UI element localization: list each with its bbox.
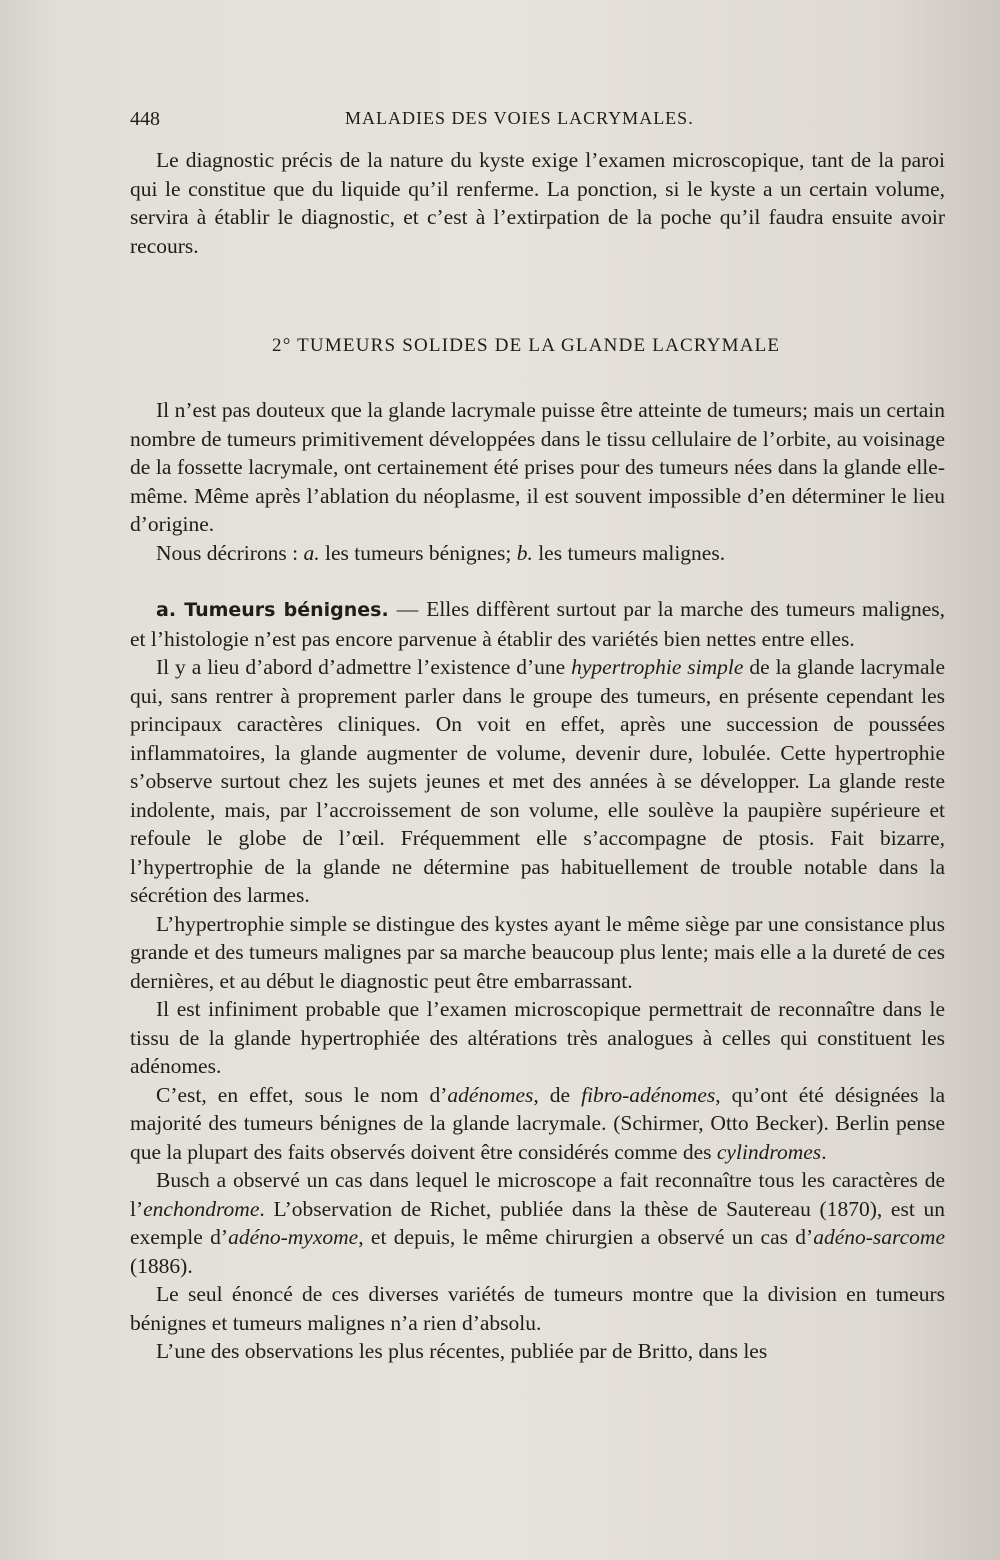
- text-run: , et depuis, le même chirurgien a observé un cas d’: [358, 1225, 814, 1249]
- paragraph-microscopic: Il est infiniment probable que l’examen microscopique permettrait de reconnaître dans le tissu de la glande hypertrophiée des altérations très analogues à celles qui constituent les adénomes.: [130, 997, 945, 1078]
- section-title: 2° TUMEURS SOLIDES DE LA GLANDE LACRYMALE: [272, 335, 781, 356]
- italic-term: adéno-myxome: [228, 1225, 359, 1249]
- italic-term: fibro-adénomes: [581, 1082, 716, 1107]
- page-number: 448: [130, 108, 160, 130]
- text-run: (1886).: [130, 1253, 193, 1278]
- text-run: , de: [533, 1082, 582, 1107]
- paragraph-busch: [130, 1166, 945, 1280]
- text-run: Il y a lieu d’abord d’admettre l’existence d’une: [156, 655, 572, 679]
- text-run: les tumeurs malignes.: [532, 540, 726, 565]
- subsection-lead-paragraph: [130, 595, 945, 653]
- text-run: de la glande lacrymale qui, sans rentrer à proprement parler dans le groupe des tumeurs, en présente cependant les principaux caractères cliniques. On voit en effet, après une succession de poussées inflammatoires, la glande augmenter de volume, devenir dure, lobulée. Cette hypertrophie s’observe surtout chez les sujets jeunes et met des années à se développer. La glande reste indolente, mais, par l’accroissement de son volume, elle soulève la paupière supérieure et refoule le globe de l’œil. Fréquemment elle s’accompagne de ptosis. Fait bizarre, l’hypertrophie de la glande ne détermine pas habituellement de trouble notable dans la sécrétion des larmes.: [130, 655, 945, 907]
- section-paragraph-1: Il n’est pas douteux que la glande lacrymale puisse être atteinte de tumeurs; mais un certain nombre de tumeurs primitivement développées dans le tissu cellulaire de l’orbite, au voisinage de la fossette lacrymale, ont certainement été prises pour des tumeurs nées dans la glande elle-même. Même après l’ablation du néoplasme, il est souvent impossible d’en déterminer le lieu d’origine.: [130, 398, 945, 536]
- paragraph-varieties: Le seul énoncé de ces diverses variétés de tumeurs montre que la division en tumeurs bénignes et tumeurs malignes n’a rien d’absolu.: [130, 1282, 945, 1335]
- text-run: Nous décrirons :: [156, 540, 304, 565]
- running-head: [130, 108, 810, 138]
- section-paragraph-2: [130, 539, 945, 568]
- text-run: .: [821, 1139, 827, 1164]
- text-run: , qu’ont été désignées la majorité des tumeurs bénignes de la glande lacrymale. (Schirmer, Otto Becker). Berlin pense que la plupart des faits observés doivent être considérés comme des: [130, 1082, 945, 1164]
- paragraph-adenomes: [130, 1081, 945, 1167]
- intro-block: [130, 146, 945, 260]
- italic-term: enchondrome: [143, 1196, 260, 1221]
- subsection-heading: a. Tumeurs bénignes.: [156, 599, 389, 621]
- section-body: [130, 396, 945, 1366]
- italic-letter-b: b.: [516, 540, 533, 565]
- text-run: les tumeurs bénignes;: [319, 540, 517, 565]
- running-title: MALADIES DES VOIES LACRYMALES.: [345, 108, 694, 128]
- paragraph-distinction: L’hypertrophie simple se distingue des kystes ayant le même siège par une consistance plus grande et des tumeurs malignes par sa marche beaucoup plus lente; mais elle a la dureté de ces dernières, et au début le diagnostic peut être embarrassant.: [130, 911, 945, 993]
- spacer: [130, 567, 945, 595]
- text-run: C’est, en effet, sous le nom d’: [156, 1082, 448, 1107]
- italic-term: cylindromes: [716, 1139, 822, 1164]
- intro-paragraph: Le diagnostic précis de la nature du kyste exige l’examen microscopique, tant de la paroi qui le constitue que du liquide qu’il renferme. La ponction, si le kyste a un certain volume, servira à établir le diagnostic, et c’est à l’extirpation de la poche qu’il faudra ensuite avoir recours.: [130, 148, 945, 258]
- paragraph-britto: L’une des observations les plus récentes, publiée par de Britto, dans les: [156, 1339, 768, 1363]
- text-run: . L’observation de Richet, publiée dans la thèse de Sautereau (1870), est un exemple d’: [130, 1196, 945, 1249]
- italic-letter-a: a.: [303, 540, 320, 565]
- italic-term: hypertrophie simple: [571, 655, 744, 679]
- em-dash: —: [396, 597, 419, 621]
- paragraph-hypertrophy: [130, 653, 945, 910]
- italic-term: adéno-sarcome: [813, 1225, 945, 1249]
- italic-term: adénomes: [447, 1082, 534, 1107]
- text-run: Elles diffèrent surtout par la marche des tumeurs malignes, et l’histologie n’est pas encore parvenue à établir des variétés bien nettes entre elles.: [130, 597, 945, 651]
- text-run: Busch a observé un cas dans lequel le microscope a fait reconnaître tous les caractères de l’: [130, 1168, 945, 1221]
